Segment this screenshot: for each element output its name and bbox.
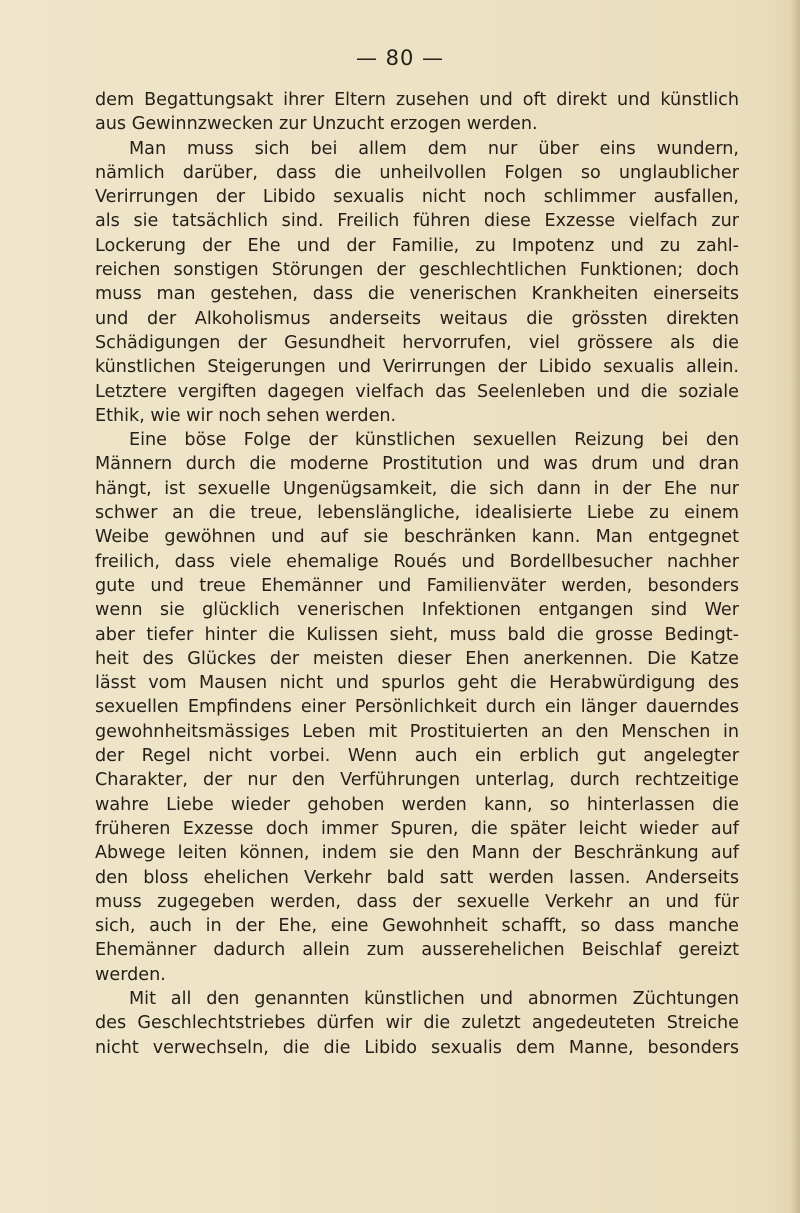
text-line: Männern durch die moderne Prostitution und was drum und dran	[95, 454, 739, 475]
text-line: aber tiefer hinter die Kulissen sieht, muss bald die grosse Bedingt-	[95, 624, 739, 645]
text-line: heit des Glückes der meisten dieser Ehen anerkennen. Die Katze	[95, 648, 739, 669]
paragraph-1	[95, 88, 739, 137]
text-line: schwer an die treue, lebenslängliche, idealisierte Liebe zu einem	[95, 503, 739, 524]
text-line: nicht verwechseln, die die Libido sexualis dem Manne, besonders	[95, 1037, 739, 1058]
text-line: als sie tatsächlich sind. Freilich führen diese Exzesse vielfach zur	[95, 211, 739, 232]
text-line: Letztere vergiften dagegen vielfach das Seelenleben und die soziale	[95, 381, 739, 402]
text-line: der Regel nicht vorbei. Wenn auch ein erblich gut angelegter	[95, 746, 739, 767]
text-line: sexuellen Empfindens einer Persönlichkeit durch ein länger dauerndes	[95, 697, 739, 718]
body-text	[95, 88, 739, 1060]
text-line: künstlichen Steigerungen und Verirrungen der Libido sexualis allein.	[95, 357, 739, 378]
text-line: lässt vom Mausen nicht und spurlos geht die Herabwürdigung des	[95, 673, 739, 694]
paragraph-3	[95, 428, 739, 987]
text-line: des Geschlechtstriebes dürfen wir die zuletzt angedeuteten Streiche	[95, 1013, 739, 1034]
text-line: Verirrungen der Libido sexualis nicht noch schlimmer ausfallen,	[95, 187, 739, 208]
text-line: Weibe gewöhnen und auf sie beschränken kann. Man entgegnet	[95, 527, 739, 548]
text-line: und der Alkoholismus anderseits weitaus die grössten direkten	[95, 308, 739, 329]
text-line: freilich, dass viele ehemalige Roués und Bordellbesucher nachher	[95, 551, 739, 572]
text-line: Schädigungen der Gesundheit hervorrufen, viel grössere als die	[95, 332, 739, 353]
text-line: Ehemänner dadurch allein zum ausserehelichen Beischlaf gereizt	[95, 940, 739, 961]
text-line: gute und treue Ehemänner und Familienväter werden, besonders	[95, 575, 739, 596]
text-line: dem Begattungsakt ihrer Eltern zusehen und oft direkt und künstlich	[95, 90, 739, 110]
text-line: Charakter, der nur den Verführungen unterlag, durch rechtzeitige	[95, 770, 739, 791]
text-line: Eine böse Folge der künstlichen sexuellen Reizung bei den	[129, 430, 739, 451]
text-line: wenn sie glücklich venerischen Infektionen entgangen sind Wer	[95, 600, 739, 621]
text-line: früheren Exzesse doch immer Spuren, die später leicht wieder auf	[95, 818, 739, 839]
text-line: werden.	[95, 964, 166, 985]
text-line: reichen sonstigen Störungen der geschlechtlichen Funktionen; doch	[95, 260, 739, 281]
text-line: aus Gewinnzwecken zur Unzucht erzogen werden.	[95, 114, 538, 135]
text-line: Mit all den genannten künstlichen und abnormen Züchtungen	[129, 988, 739, 1009]
text-line: muss man gestehen, dass die venerischen Krankheiten einerseits	[95, 284, 739, 305]
text-line: Man muss sich bei allem dem nur über eins wundern,	[129, 138, 739, 159]
text-line: Lockerung der Ehe und der Familie, zu Impotenz und zu zahl-	[95, 235, 739, 256]
text-line: gewohnheitsmässiges Leben mit Prostituierten an den Menschen in	[95, 721, 739, 742]
text-line: den bloss ehelichen Verkehr bald satt werden lassen. Anderseits	[95, 867, 739, 888]
paragraph-2	[95, 137, 739, 429]
text-line: sich, auch in der Ehe, eine Gewohnheit schafft, so dass manche	[95, 916, 739, 937]
text-line: hängt, ist sexuelle Ungenügsamkeit, die sich dann in der Ehe nur	[95, 478, 739, 499]
page-number: — 80 —	[355, 46, 445, 70]
paragraph-4	[95, 987, 739, 1060]
text-line: Ethik, wie wir noch sehen werden.	[95, 405, 397, 426]
text-line: nämlich darüber, dass die unheilvollen Folgen so unglaublicher	[95, 162, 739, 183]
text-line: muss zugegeben werden, dass der sexuelle Verkehr an und für	[95, 891, 739, 912]
text-line: Abwege leiten können, indem sie den Mann der Beschränkung auf	[95, 843, 739, 864]
page-edge-shadow	[790, 0, 800, 1213]
text-line: wahre Liebe wieder gehoben werden kann, so hinterlassen die	[95, 794, 739, 815]
